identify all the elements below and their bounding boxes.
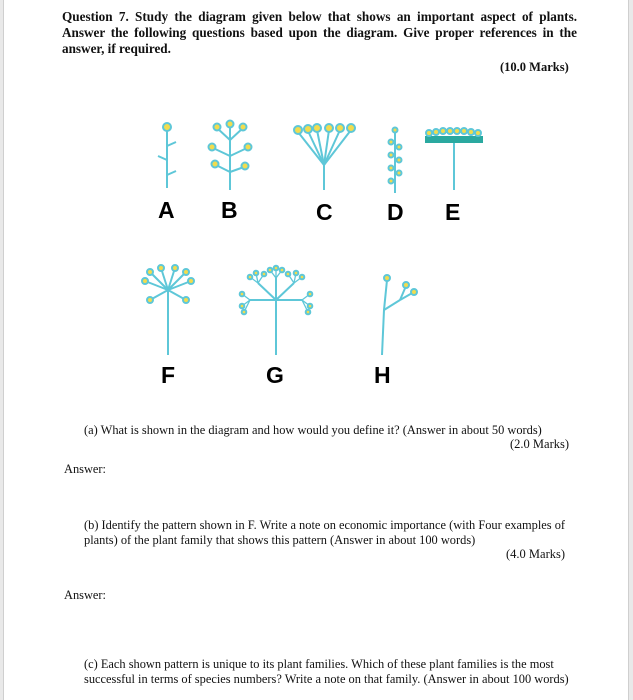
answer-b-label: Answer: <box>64 588 106 602</box>
label-f: F <box>161 362 176 388</box>
part-a-question: (a) What is shown in the diagram and how would you define it? (Answer in about 50 words) <box>84 423 542 437</box>
part-c-question: (c) Each shown pattern is unique to its plant families. Which of these plant families is the most successful in terms of species numbers? Write a note on that family. (Answer in about 100 words) <box>84 657 569 686</box>
part-b-question: (b) Identify the pattern shown in F. Write a note on economic importance (with Four examples of plants) of the plant family that shows this pattern (Answer in about 100 words) <box>84 518 566 547</box>
question-page <box>3 0 629 700</box>
label-h: H <box>374 362 391 388</box>
label-g: G <box>266 362 284 388</box>
umbel-inflorescence-icon <box>142 265 194 355</box>
answer-a-label: Answer: <box>64 462 106 476</box>
corymb-inflorescence-icon <box>294 124 355 190</box>
label-e: E <box>445 199 461 225</box>
part-a-marks: (2.0 Marks) <box>510 437 570 451</box>
label-a: A <box>158 197 175 223</box>
cyme-inflorescence-icon <box>382 275 417 355</box>
label-c: C <box>316 199 333 225</box>
raceme-inflorescence-icon <box>158 123 176 188</box>
total-marks: (10.0 Marks) <box>500 60 569 74</box>
question-heading: Question 7. Study the diagram given below that shows an important aspect of plants. Answer the following questions based upon the diagram. Give proper references in the answer, if required. <box>62 9 577 56</box>
label-b: B <box>221 197 238 223</box>
spike-inflorescence-icon <box>389 127 402 193</box>
compound-umbel-inflorescence-icon <box>240 266 313 355</box>
capitulum-inflorescence-icon <box>426 128 482 190</box>
panicle-inflorescence-icon <box>209 121 252 191</box>
part-b-marks: (4.0 Marks) <box>506 547 566 561</box>
label-d: D <box>387 199 404 225</box>
